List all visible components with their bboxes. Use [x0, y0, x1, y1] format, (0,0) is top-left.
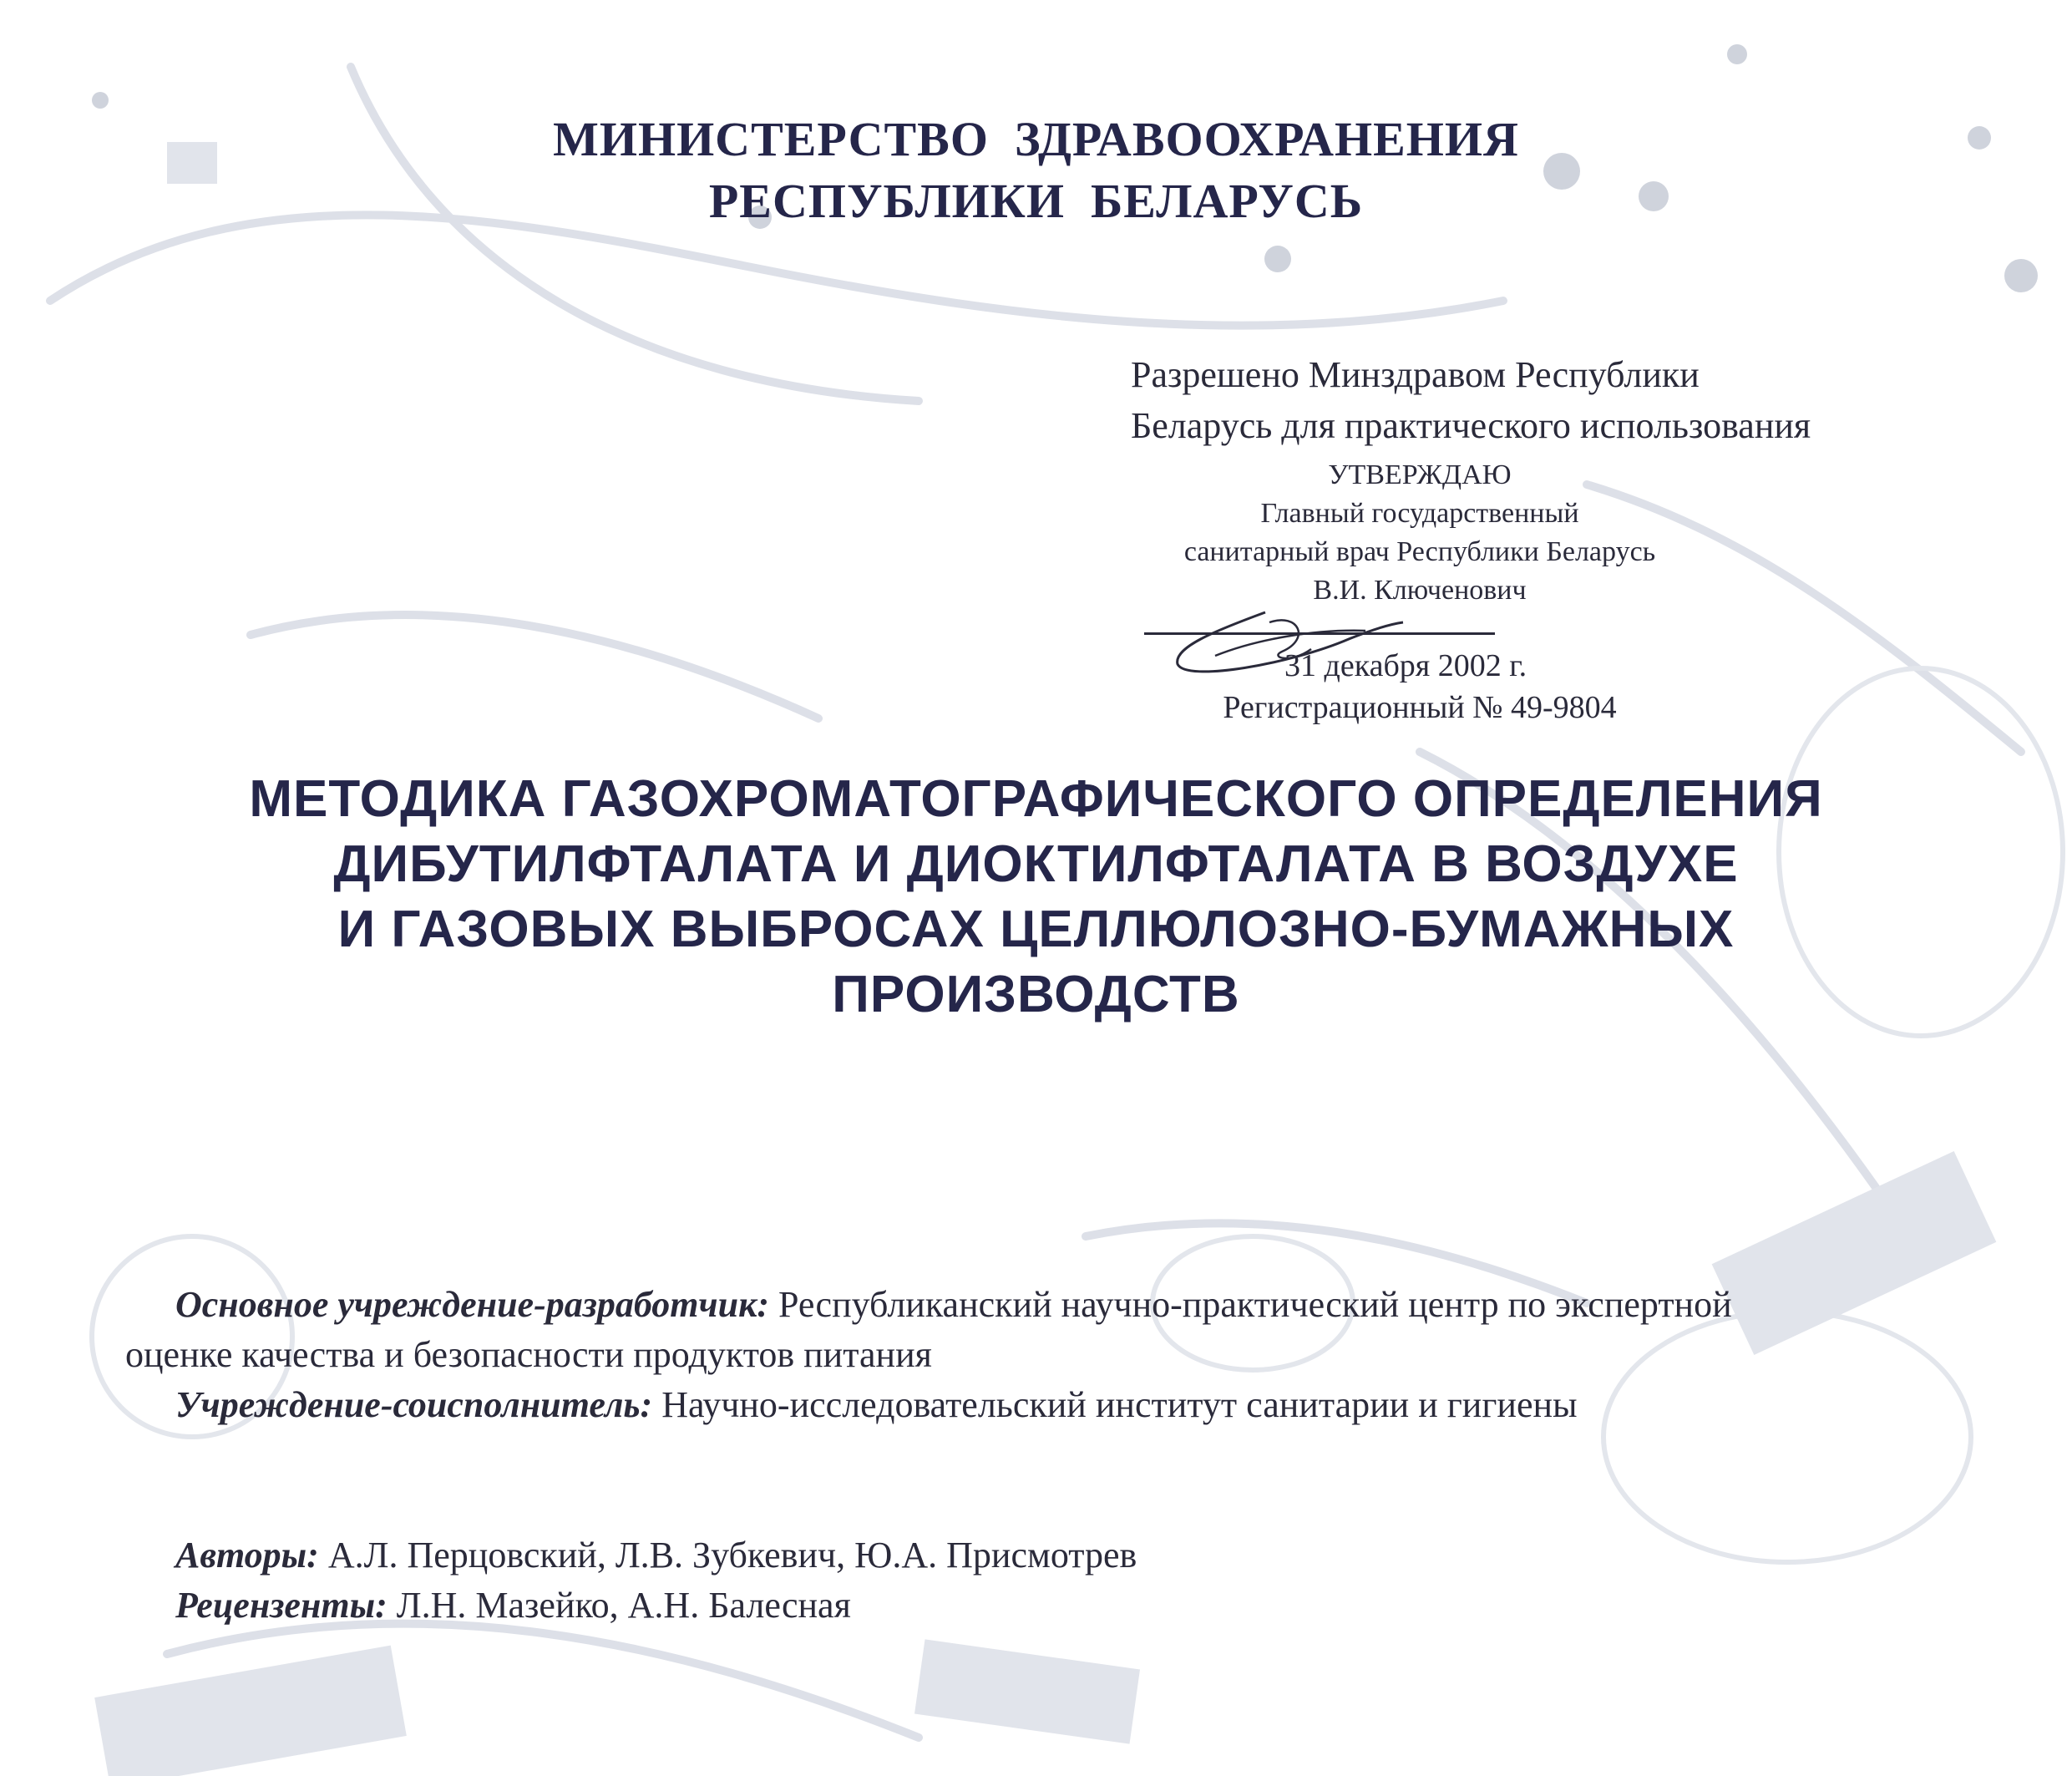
approval-date: 31 декабря 2002 г. [1284, 648, 1527, 683]
reviewers-value: Л.Н. Мазейко, А.Н. Балесная [387, 1585, 851, 1626]
registration-number: Регистрационный № 49-9804 [1223, 690, 1617, 725]
title-line-4: ПРОИЗВОДСТВ [832, 966, 1240, 1023]
main-developer-label: Основное учреждение-разработчик: [175, 1284, 770, 1325]
document-title [0, 767, 2072, 1028]
ministry-line-2: РЕСПУБЛИКИ БЕЛАРУСЬ [708, 174, 1364, 228]
reviewers-line [175, 1581, 1137, 1631]
main-developer-line-2: оценке качества и безопасности продуктов питания [125, 1334, 932, 1375]
approval-name: В.И. Ключенович [1313, 575, 1527, 606]
ministry-line-1: МИНИСТЕРСТВО ЗДРАВООХРАНЕНИЯ [553, 112, 1519, 166]
co-developer-line [125, 1380, 1963, 1430]
title-line-2: ДИБУТИЛФТАЛАТА И ДИОКТИЛФТАЛАТА В ВОЗДУХЕ [333, 835, 1739, 893]
approval-heading: УТВЕРЖДАЮ [1328, 459, 1512, 490]
credits-block [175, 1530, 1137, 1631]
approval-position-1: Главный государственный [1260, 498, 1579, 529]
title-line-1: МЕТОДИКА ГАЗОХРОМАТОГРАФИЧЕСКОГО ОПРЕДЕЛЕНИЯ [249, 770, 1823, 828]
permission-note [1131, 349, 1811, 451]
authors-label: Авторы: [175, 1535, 319, 1576]
permission-line-1: Разрешено Минздравом Республики [1131, 354, 1700, 395]
main-developer-line [125, 1280, 1963, 1330]
ministry-header [0, 109, 2072, 232]
approval-position-2: санитарный врач Республики Беларусь [1183, 536, 1656, 567]
co-developer-label: Учреждение-соисполнитель: [175, 1384, 653, 1425]
developers-block [125, 1280, 1963, 1430]
authors-value: А.Л. Перцовский, Л.В. Зубкевич, Ю.А. Присмотрев [318, 1535, 1137, 1576]
co-developer-value: Научно-исследовательский институт санитарии и гигиены [652, 1384, 1578, 1425]
title-line-3: И ГАЗОВЫХ ВЫБРОСАХ ЦЕЛЛЮЛОЗНО-БУМАЖНЫХ [337, 901, 1735, 958]
main-developer-value: Республиканский научно-практический центр по экспертной [769, 1284, 1732, 1325]
reviewers-label: Рецензенты: [175, 1585, 388, 1626]
authors-line [175, 1530, 1137, 1581]
approval-block [1153, 456, 1687, 610]
permission-line-2: Беларусь для практического использования [1131, 405, 1811, 446]
